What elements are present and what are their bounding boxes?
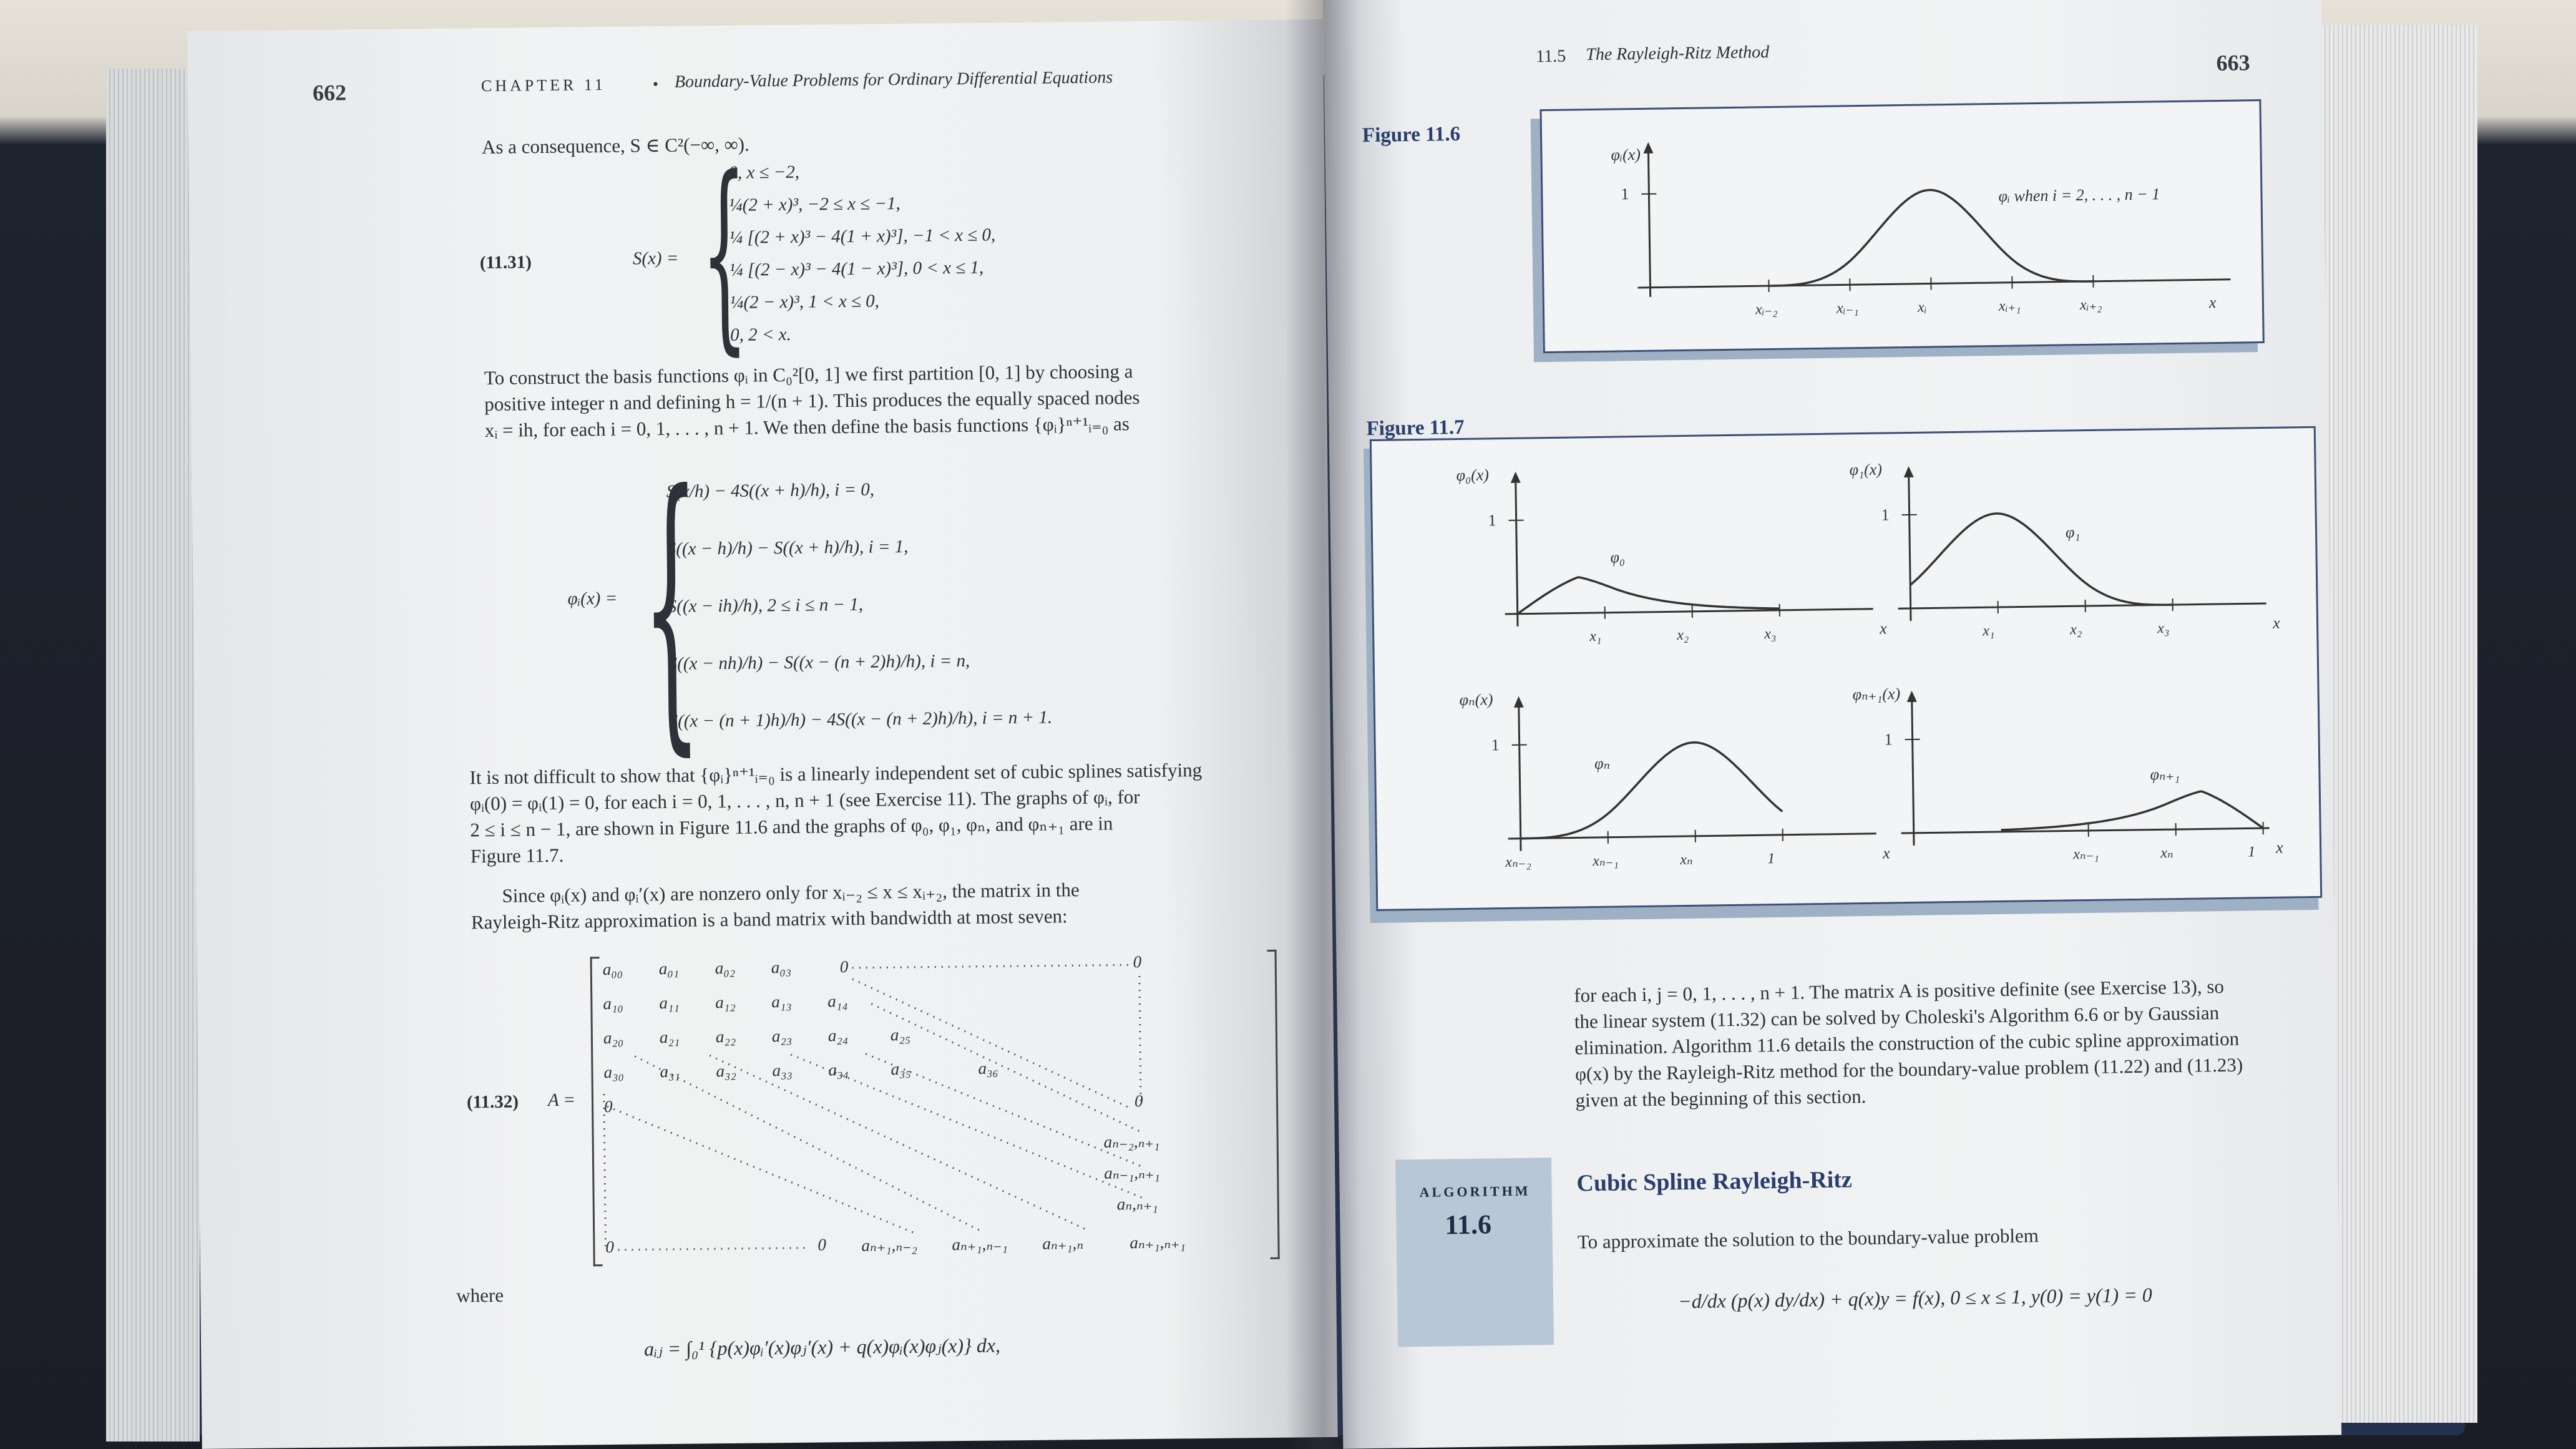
x-axis-label: x (2272, 613, 2280, 632)
left-page (187, 19, 1338, 1449)
curve-label: φₙ (1594, 754, 1611, 773)
y-axis-label: φₙ₊₁(x) (1852, 685, 1901, 704)
case-line: ¼(2 − x)³, 1 < x ≤ 0, (729, 291, 880, 313)
case-line: S((x − (n + 1)h)/h) − 4S((x − (n + 2)h)/h), i = n + 1. (668, 707, 1053, 731)
text-line: 2 ≤ i ≤ n − 1, are shown in Figure 11.6 and the graphs of φ₀, φ₁, φₙ, and φₙ₊₁ are in (470, 812, 1113, 841)
phi-cases (666, 459, 1052, 750)
x-axis-label: x (2208, 293, 2217, 312)
x-tick-label: x₃ (2157, 620, 2170, 637)
x-tick-label: x₁ (1983, 623, 1995, 640)
x-tick-label: xᵢ₊₁ (1998, 298, 2021, 315)
figure-11-7 (1370, 426, 2322, 911)
x-tick-label: xᵢ₊₂ (2079, 296, 2102, 314)
matrix-entry: a₁₁ (659, 993, 680, 1013)
basis-curve (1910, 511, 2173, 608)
case-line: S((x − ih)/h), 2 ≤ i ≤ n − 1, (667, 594, 864, 617)
case-brace: { (640, 431, 702, 781)
figure-11-6 (1539, 99, 2264, 353)
x-tick-label: x₁ (1589, 628, 1602, 645)
matrix-entry: a₂₂ (715, 1027, 736, 1046)
x-tick-label: x₃ (1764, 625, 1777, 643)
matrix-entry: a₃₃ (772, 1060, 793, 1080)
x-tick-label: x₂ (1677, 627, 1689, 644)
matrix-entry: 0 (839, 957, 849, 977)
text-line: To construct the basis functions φᵢ in C₀²[0, 1] we first partition [0, 1] by choosing a (484, 360, 1133, 389)
band-matrix (590, 950, 1280, 1269)
x-axis (1637, 280, 2230, 288)
x-tick-label: xₙ (1680, 851, 1693, 869)
case-line: S((x − h)/h) − S((x + h)/h), i = 1, (666, 536, 909, 559)
spline-cases (728, 154, 997, 351)
y-axis-arrow (1511, 472, 1521, 483)
eq-lhs: S(x) = (632, 248, 679, 269)
matrix-entry: aₙ₋₁,ₙ₊₁ (1104, 1163, 1160, 1183)
matrix-entry: a₁₄ (827, 992, 848, 1011)
band-dots (590, 950, 1280, 1269)
matrix-entry: a₂₁ (659, 1027, 680, 1047)
matrix-entry: a₁₀ (603, 993, 623, 1013)
paragraph-positive-definite (1574, 973, 2243, 1114)
figure-caption: Figure 11.6 (1362, 122, 1461, 147)
y-axis-arrow (1907, 691, 1917, 702)
x-tick-label: xₙ (2160, 845, 2174, 862)
curve-label: φₙ₊₁ (2150, 764, 2180, 784)
x-axis-label: x (1879, 619, 1887, 638)
x-tick-label: xᵢ₋₂ (1755, 301, 1778, 318)
left-page-edges (106, 69, 200, 1442)
matrix-entry: a₀₂ (715, 958, 736, 978)
text-line: for each i, j = 0, 1, . . . , n + 1. The matrix A is positive definite (see Exercise 13), so (1574, 975, 2225, 1007)
basis-curve (2001, 791, 2263, 832)
case-brace: { (700, 133, 749, 374)
matrix-entry: a₃₁ (660, 1061, 680, 1081)
matrix-entry: a₁₂ (715, 992, 736, 1012)
figure-caption: Figure 11.7 (1366, 416, 1465, 441)
algorithm-title: Cubic Spline Rayleigh-Ritz (1576, 1166, 1853, 1197)
matrix-entry: 0 (605, 1237, 615, 1257)
matrix-entry: a₃₅ (890, 1059, 911, 1079)
algorithm-label: ALGORITHM (1419, 1183, 1531, 1201)
y-axis-label: φᵢ(x) (1611, 145, 1641, 164)
page-number: 662 (312, 80, 347, 105)
running-head: CHAPTER 11 (481, 75, 607, 95)
basis-curve (1520, 741, 1783, 839)
x-axis-label: x (1882, 844, 1890, 862)
matrix-entry: aₙ₊₁,ₙ₊₁ (1129, 1232, 1186, 1252)
text-line: elimination. Algorithm 11.6 details the construction of the cubic spline approximation (1574, 1027, 2240, 1059)
y-axis-arrow (1514, 696, 1524, 708)
curve-label: φ₁ (2065, 523, 2081, 542)
plot-panel (1459, 685, 1893, 871)
eq-number: (11.32) (466, 1091, 519, 1113)
x-tick-label: 1 (1767, 851, 1775, 867)
boundary-value-problem: −d/dx (p(x) dy/dx) + q(x)y = f(x), 0 ≤ x ≤ 1, y(0) = y(1) = 0 (1677, 1283, 2153, 1313)
y-axis-arrow (1904, 466, 1914, 477)
case-line: S((x − nh)/h) − S((x − (n + 2)h)/h), i = n, (668, 650, 970, 674)
text-line: positive integer n and defining h = 1/(n + 1). This produces the equally spaced nodes (484, 386, 1140, 416)
text-line: φᵢ(0) = φᵢ(1) = 0, for each i = 0, 1, . . . , n, n + 1 (see Exercise 11). The graphs of φᵢ, for (469, 786, 1140, 815)
y-tick-label: 1 (1884, 730, 1893, 749)
matrix-entry: aₙ₊₁,ₙ (1042, 1234, 1084, 1253)
x-tick-label: x₂ (2070, 622, 2082, 638)
eq-lhs: A = (547, 1090, 576, 1111)
y-tick-label: 1 (1621, 185, 1629, 203)
matrix-entry: a₀₁ (658, 959, 680, 978)
matrix-entry: aₙ₋₂,ₙ₊₁ (1103, 1131, 1160, 1151)
x-tick-label: xₙ₋₁ (1593, 852, 1619, 870)
running-head-bullet: • (652, 75, 662, 94)
y-axis (1516, 477, 1518, 627)
text-line: Rayleigh-Ritz approximation is a band matrix with bandwidth at most seven: (471, 905, 1068, 934)
x-tick-label: xₙ₋₁ (2073, 846, 2099, 863)
plot-panel (1852, 680, 2283, 866)
case-line: ¼ [(2 − x)³ − 4(1 − x)³], 0 < x ≤ 1, (729, 257, 984, 280)
y-axis (1912, 696, 1914, 846)
case-line: S(x/h) − 4S((x + h)/h), i = 0, (666, 479, 875, 502)
x-tick-label: xᵢ (1917, 299, 1927, 316)
matrix-entry: a₀₀ (602, 959, 623, 979)
text-line: It is not difficult to show that {φᵢ}ⁿ⁺¹ᵢ₌₀ is a linearly independent set of cubic splines satisfying (469, 759, 1203, 789)
y-axis-label: φ₁(x) (1849, 460, 1883, 479)
x-tick-label: xᵢ₋₁ (1836, 300, 1859, 317)
boundary-basis-plots (1372, 428, 2320, 909)
y-axis-label: φ₀(x) (1456, 466, 1490, 485)
matrix-entry: aₙ₊₁,ₙ₋₁ (952, 1234, 1008, 1254)
matrix-entry: aₙ₊₁,ₙ₋₂ (861, 1235, 918, 1255)
matrix-entry: a₂₄ (827, 1025, 849, 1045)
y-tick-label: 1 (1488, 511, 1496, 530)
where-label: where (456, 1284, 504, 1307)
curve-label: φ₀ (1610, 548, 1626, 567)
matrix-entry: 0 (1133, 952, 1142, 972)
book-gutter (1286, 0, 1360, 1449)
y-tick-label: 1 (1881, 505, 1890, 524)
x-axis (1898, 603, 2266, 608)
y-axis-label: φₙ(x) (1459, 690, 1493, 710)
matrix-entry: 0 (817, 1235, 827, 1254)
case-line: ¼(2 + x)³, −2 ≤ x ≤ −1, (728, 193, 900, 215)
text-line: the linear system (11.32) can be solved by Choleski's Algorithm 6.6 or by Gaussian (1574, 1002, 2220, 1033)
algorithm-text: To approximate the solution to the boundary-value problem (1577, 1224, 2039, 1253)
text-line: Figure 11.7. (470, 844, 564, 867)
paragraph-basis (484, 358, 1141, 444)
x-axis-label: x (2275, 838, 2283, 857)
y-axis (1648, 147, 1650, 297)
matrix-entry: a₁₃ (771, 992, 792, 1012)
consequence-line: As a consequence, S ∈ C²(−∞, ∞). (481, 133, 749, 159)
matrix-entry: a₃₄ (828, 1060, 849, 1080)
text-line: xᵢ = ih, for each i = 0, 1, . . . , n + 1. We then define the basis functions {φᵢ}ⁿ⁺¹ᵢ₌₀ as (484, 412, 1130, 442)
phi-lhs: φᵢ(x) = (567, 588, 618, 609)
running-head-section: 11.5 (1536, 46, 1566, 67)
text-line: Since φᵢ(x) and φᵢ′(x) are nonzero only for xᵢ₋₂ ≤ x ≤ xᵢ₊₂, the matrix in the (502, 879, 1080, 907)
eq-number: (11.31) (479, 252, 532, 273)
matrix-entry: a₂₅ (890, 1025, 911, 1045)
curve-label: φᵢ when i = 2, . . . , n − 1 (1998, 185, 2160, 205)
aij-formula: aᵢⱼ = ∫₀¹ {p(x)φᵢ′(x)φⱼ′(x) + q(x)φᵢ(x)φⱼ(x)} dx, (643, 1334, 1001, 1360)
y-axis-arrow (1643, 142, 1653, 154)
matrix-entry: a₀₃ (771, 957, 792, 977)
basis-curve (1517, 575, 1780, 614)
basis-function-plot (1542, 101, 2263, 351)
text-line: given at the beginning of this section. (1575, 1085, 1866, 1111)
matrix-entry: 0 (603, 1096, 613, 1116)
case-line: 0, x ≤ −2, (728, 162, 800, 183)
x-tick-label: xₙ₋₂ (1505, 854, 1531, 871)
y-axis (1519, 701, 1521, 851)
matrix-entry: a₃₆ (978, 1058, 998, 1078)
x-axis (1901, 828, 2270, 833)
page-number: 663 (2216, 50, 2250, 76)
text-line: φ(x) by the Rayleigh-Ritz method for the boundary-value problem (11.22) and (11.23) (1574, 1053, 2243, 1085)
matrix-entry: 0 (1134, 1091, 1143, 1111)
matrix-entry: a₃₀ (603, 1062, 624, 1082)
x-tick-label: 1 (2248, 844, 2256, 861)
algorithm-tab (1395, 1158, 1554, 1347)
running-head-title: Boundary-Value Problems for Ordinary Differential Equations (674, 67, 1113, 92)
y-axis (1909, 471, 1911, 621)
paragraph-band (471, 877, 1080, 935)
matrix-entry: a₂₀ (603, 1028, 624, 1048)
running-head-title: The Rayleigh-Ritz Method (1586, 42, 1770, 65)
algorithm-number: 11.6 (1445, 1209, 1492, 1241)
matrix-entry: a₃₂ (716, 1061, 736, 1081)
paragraph-independence (469, 757, 1203, 869)
matrix-entry: a₂₃ (771, 1026, 793, 1046)
case-line: ¼ [(2 + x)³ − 4(1 + x)³], −1 < x ≤ 0, (729, 225, 996, 248)
plot-panel (1456, 461, 1890, 647)
x-axis (1505, 609, 1873, 614)
case-line: 0, 2 < x. (729, 324, 792, 345)
plot-panel (1849, 455, 2280, 642)
right-page (1323, 0, 2341, 1449)
matrix-entry: aₙ,ₙ₊₁ (1116, 1194, 1158, 1214)
y-tick-label: 1 (1491, 736, 1500, 754)
